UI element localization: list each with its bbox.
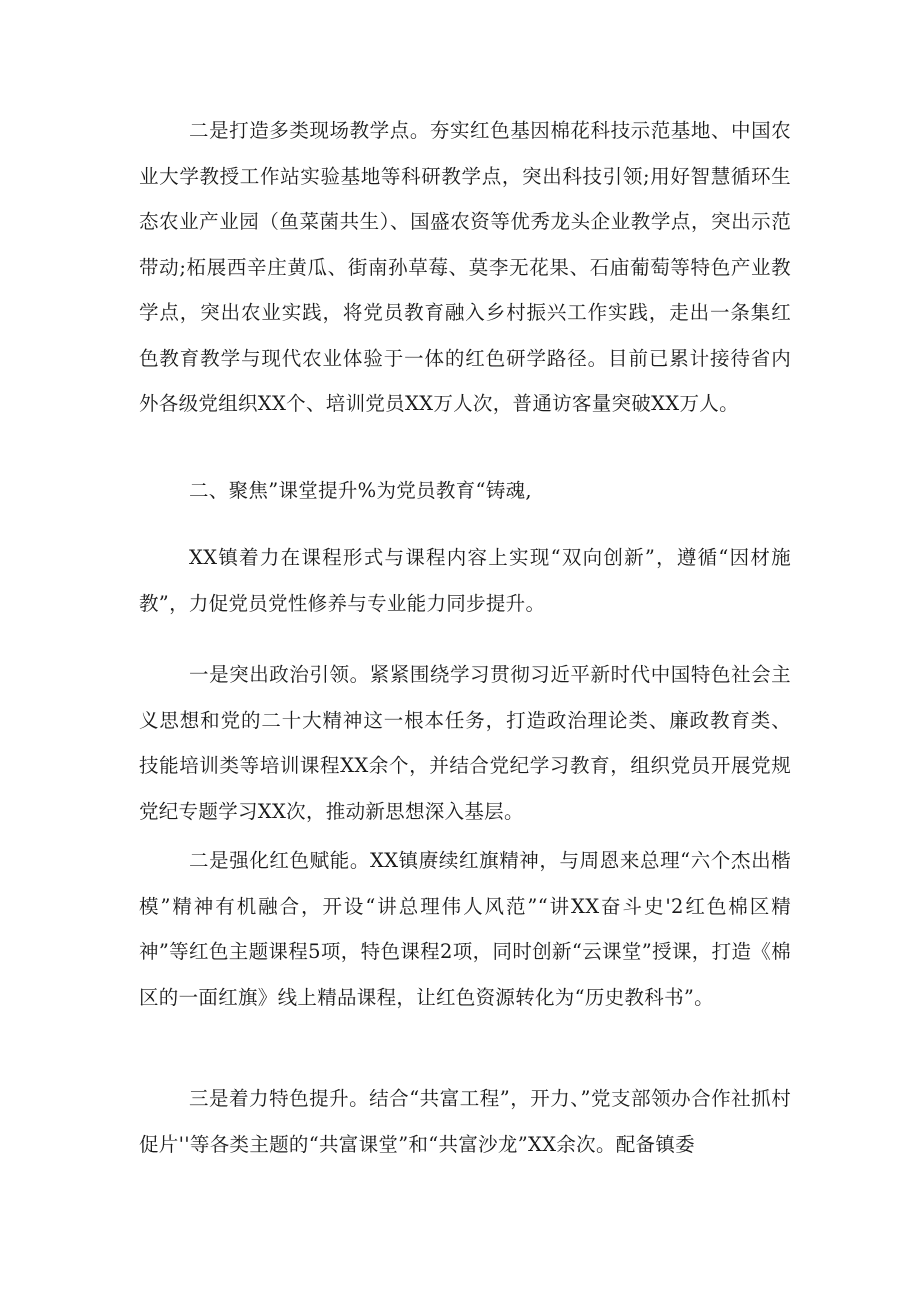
paragraph-red-empowerment: 二是强化红色赋能。XX镇赓续红旗精神，与周恩来总理“六个杰出楷模”精神有机融合，开设“讲总理伟人风范”“讲XX奋斗史'2红色棉区精神”等红色主题课程5项，特色课程2项，同时创新“云课堂”授课，打造《棉区的一面红旗》线上精品课程，让红色资源转化为“历史教科书”。 [139,849,791,1009]
paragraph-political-guidance: 一是突出政治引领。紧紧围绕学习贯彻习近平新时代中国特色社会主义思想和党的二十大精神这一根本任务，打造政治理论类、廉政教育类、技能培训类等培训课程XX余个，并结合党纪学习教育，组织党员开展党规党纪专题学习XX次，推动新思想深入基层。 [139,663,791,823]
section-heading-classroom: 二、聚焦”课堂提升%为党员教育“铸魂, [189,479,532,502]
paragraph-section-intro: XX镇着力在课程形式与课程内容上实现“双向创新”，遵循“因材施教”，力促党员党性修养与专业能力同步提升。 [139,546,791,615]
paragraph-field-teaching-points: 二是打造多类现场教学点。夯实红色基因棉花科技示范基地、中国农业大学教授工作站实验基地等科研教学点，突出科技引领;用好智慧循环生态农业产业园（鱼菜菌共生）、国盛农资等优秀龙头企业教学点，突出示范带动;柘展西辛庄黄瓜、街南孙草莓、莫李无花果、石庙葡萄等特色产业教学点，突出农业实践，将党员教育融入乡村振兴工作实践，走出一条集红色教育教学与现代农业体验于一体的红色研学路径。目前已累计接待省内外各级党组织XX个、培训党员XX万人次，普通访客量突破XX万人。 [139,119,791,415]
paragraph-special-upgrade: 三是着力特色提升。结合“共富工程”，开力、”党支部领办合作社抓村促片''等各类主题的“共富课堂”和“共富沙龙”XX余次。配备镇委 [139,1087,791,1156]
